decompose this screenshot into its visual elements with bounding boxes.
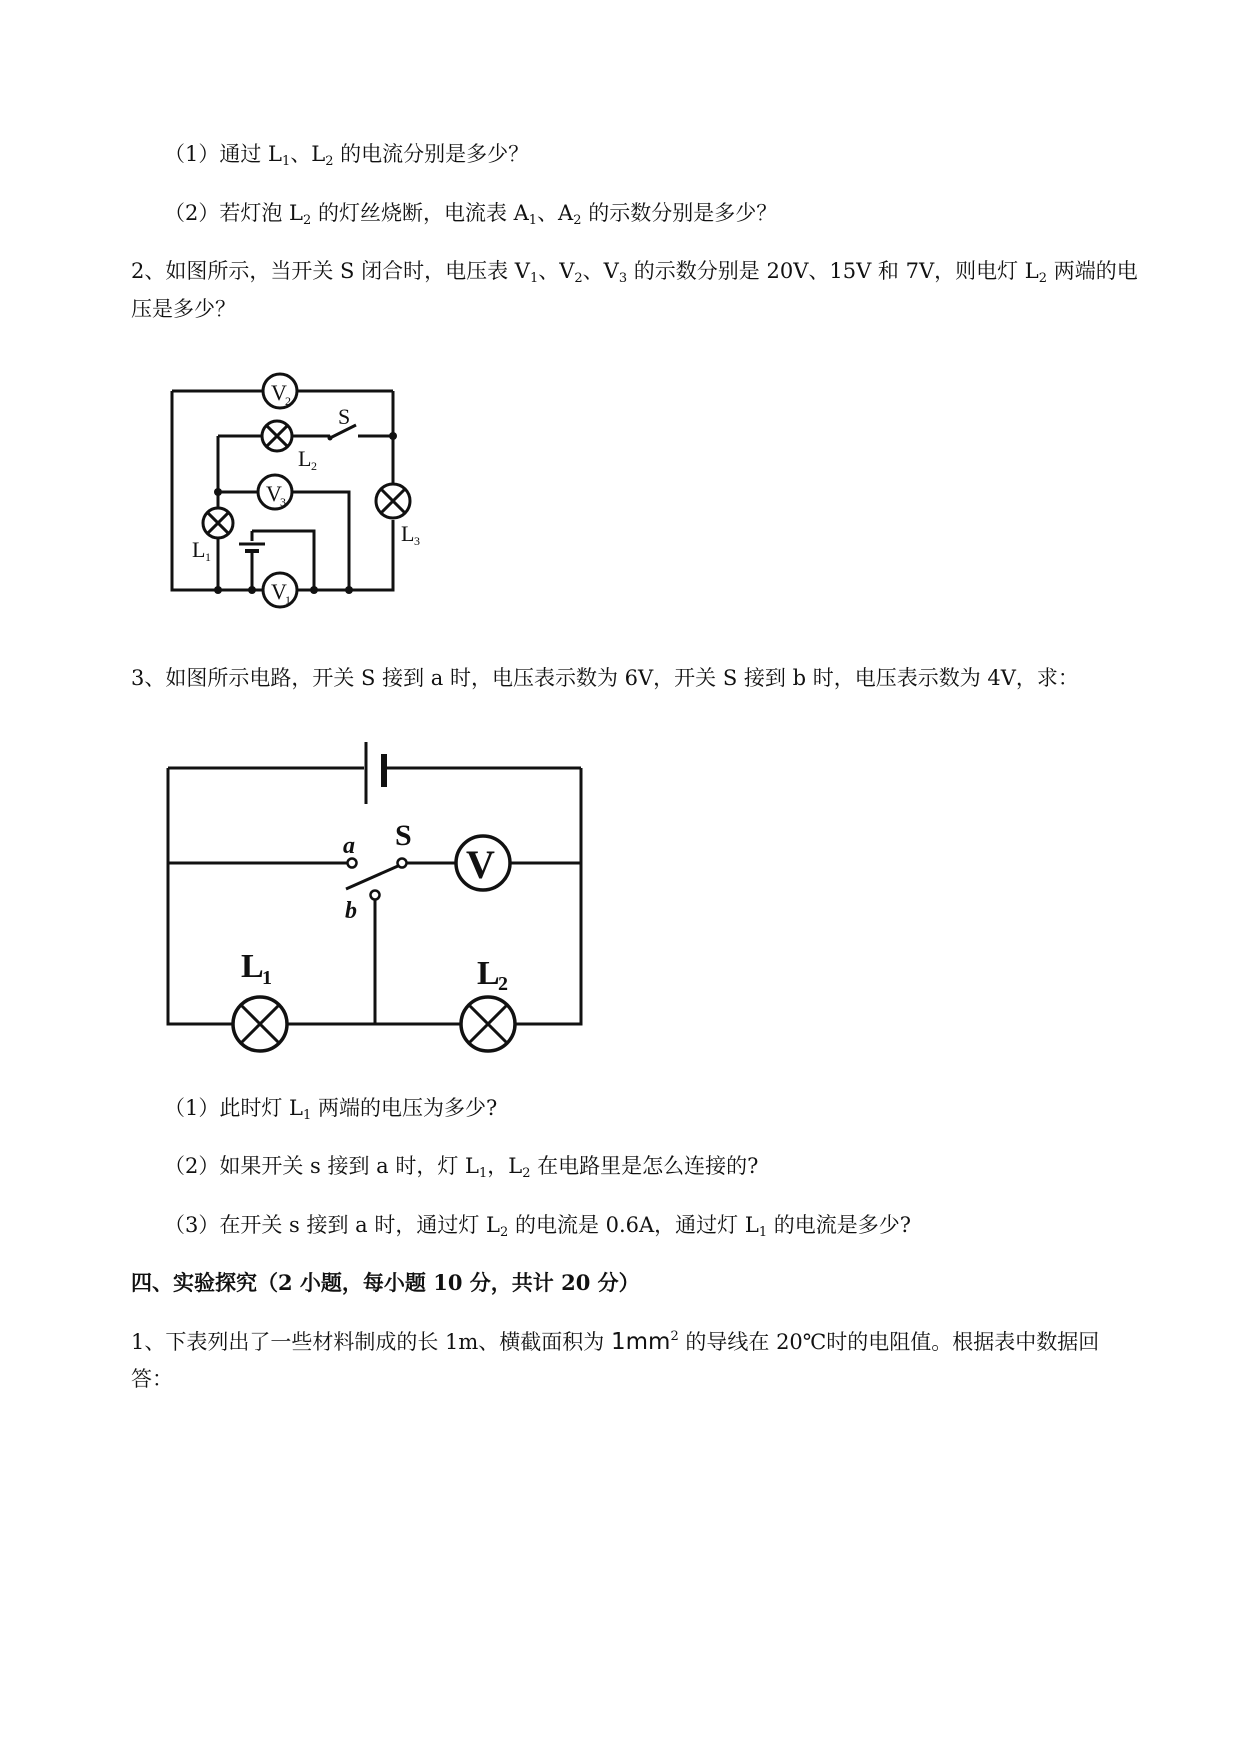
label-l2-sub: 2 bbox=[498, 973, 508, 995]
lamp-l1-q3 bbox=[233, 997, 287, 1051]
v1-sub: 1 bbox=[285, 593, 291, 607]
q3-part1: （1）此时灯 $L_1$ 两端的电压为多少? bbox=[164, 1096, 498, 1123]
v3-sub: 3 bbox=[280, 495, 286, 509]
q3-intro: 3、如图所示电路，开关 S 接到 a 时，电压表示数为 6V，开关 S 接到 b 时，电压表示数为 4V，求： bbox=[131, 666, 1079, 690]
label-b: b bbox=[345, 898, 357, 924]
lamp-l2-q3 bbox=[461, 997, 515, 1051]
contact-b bbox=[371, 891, 380, 900]
l1-label: L bbox=[192, 537, 206, 562]
lamp-l3 bbox=[376, 484, 410, 518]
junction bbox=[310, 586, 318, 594]
q3-part3: （3）在开关 s 接到 a 时，通过灯 $L_2$ 的电流是 0.6A，通过灯 $L_1$ 的电流是多少? bbox=[164, 1213, 912, 1240]
switch-blade bbox=[346, 866, 398, 889]
section-4-q1-line2: 答： bbox=[131, 1367, 173, 1391]
l3-label: L bbox=[401, 521, 415, 546]
section-4-title: 四、实验探究（2 小题，每小题 10 分，共计 20 分） bbox=[131, 1270, 640, 1295]
q2-text-line1: 2、如图所示，当开关 S 闭合时，电压表 $V_1$、$V_2$、$V_3$ 的示数分别是 20V、15V 和 7V，则电灯 $L_2$ 两端的电 bbox=[131, 259, 1138, 286]
label-l2: L bbox=[477, 955, 500, 992]
v2-label: V bbox=[271, 380, 287, 405]
junction bbox=[214, 586, 222, 594]
l2-sub: 2 bbox=[311, 459, 317, 473]
v3-label: V bbox=[266, 481, 282, 506]
l3-sub: 3 bbox=[414, 534, 420, 548]
voltmeter-v2 bbox=[263, 374, 297, 408]
v1-label: V bbox=[271, 579, 287, 604]
label-l1-sub: 1 bbox=[262, 967, 272, 989]
switch-label: S bbox=[338, 404, 351, 429]
q1-part2: （2）若灯泡 $L_2$ 的灯丝烧断，电流表 $A_1$、$A_2$ 的示数分别是多少？ bbox=[164, 201, 778, 228]
label-l1: L bbox=[241, 948, 264, 985]
lamp-l2 bbox=[262, 421, 292, 451]
voltmeter-v3 bbox=[258, 475, 292, 509]
circuit-diagram-q3 bbox=[168, 742, 581, 1051]
l1-sub: 1 bbox=[205, 550, 211, 564]
voltmeter-label: V bbox=[466, 842, 495, 887]
switch-pivot bbox=[328, 436, 333, 441]
voltmeter-v1 bbox=[263, 573, 297, 607]
v2-sub: 2 bbox=[285, 394, 291, 408]
junction bbox=[248, 586, 256, 594]
junction bbox=[389, 432, 397, 440]
q1-part1: （1）通过 $L_1$、$L_2$ 的电流分别是多少？ bbox=[164, 142, 530, 169]
l2-label: L bbox=[298, 446, 312, 471]
label-s: S bbox=[395, 819, 412, 852]
lamp-l1 bbox=[203, 508, 233, 538]
q2-text-line2: 压是多少？ bbox=[131, 297, 236, 321]
junction bbox=[345, 586, 353, 594]
contact-a bbox=[348, 859, 357, 868]
switch-pivot-s bbox=[398, 859, 407, 868]
label-a: a bbox=[343, 833, 355, 859]
section-4-q1-line1: 1、下表列出了一些材料制成的长 1m、横截面积为 $1mm^2$ 的导线在 20℃时的电阻值。根据表中数据回 bbox=[131, 1329, 1100, 1355]
q3-part2: （2）如果开关 s 接到 a 时，灯 $L_1$，$L_2$ 在电路里是怎么连接的? bbox=[164, 1154, 759, 1181]
